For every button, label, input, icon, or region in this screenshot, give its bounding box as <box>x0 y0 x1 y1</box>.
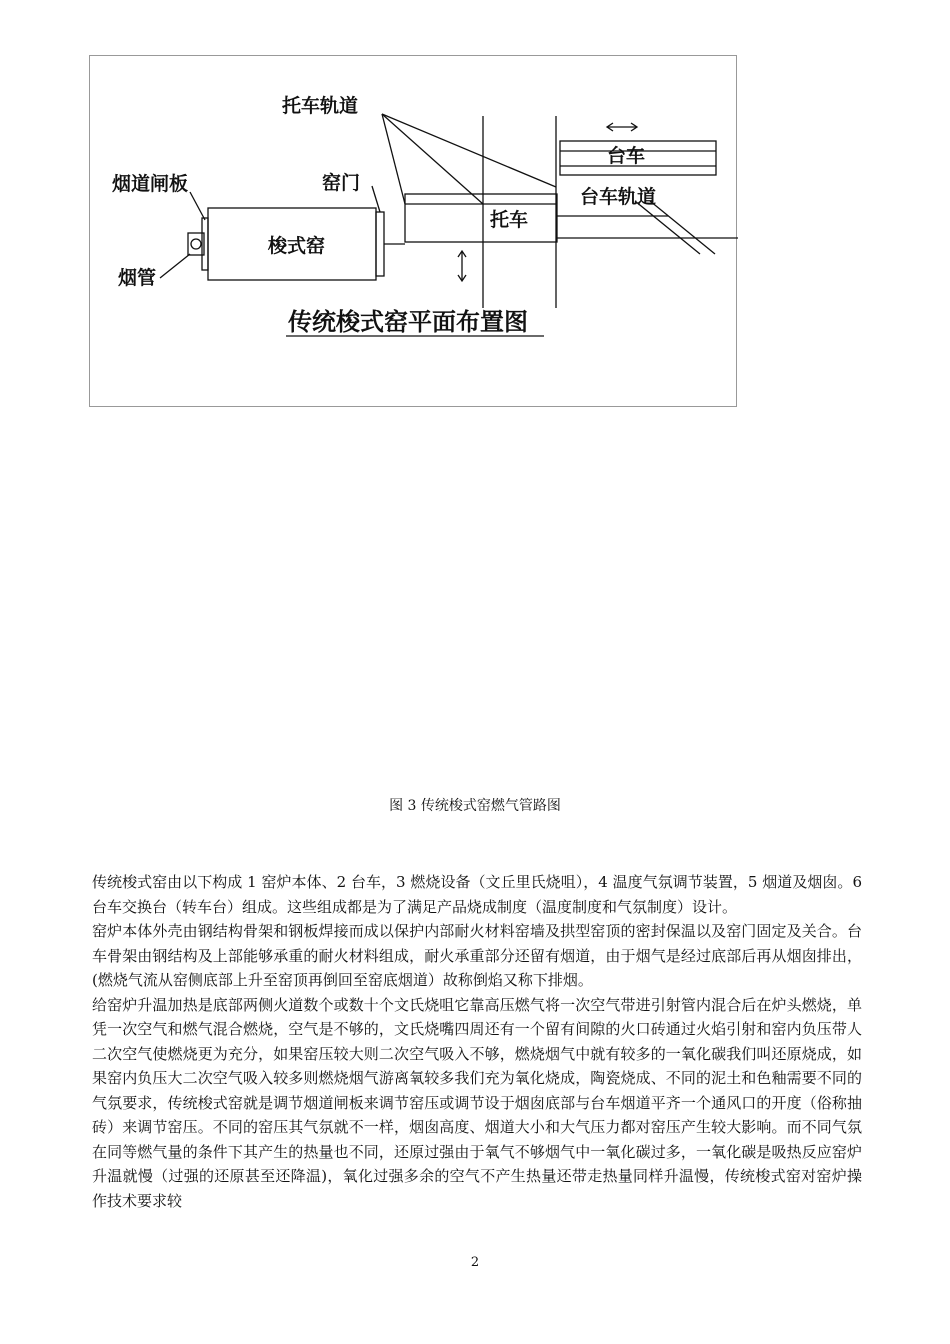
label-kiln-car-rail: 台车轨道 <box>580 186 657 208</box>
figure-caption: 图 3 传统梭式窑燃气管路图 <box>389 798 561 814</box>
label-kiln-car: 台车 <box>607 145 646 167</box>
leader-line <box>382 114 556 187</box>
paragraph: 给窑炉升温加热是底部两侧火道数个或数十个文氏烧咀它靠高压燃气将一次空气带进引射管内混合后在炉头燃烧，单凭一次空气和燃气混合燃烧，空气是不够的，文氏烧嘴四周还有一个留有间隙的火口砖通过火焰引射和窑内负压带人二次空气使燃烧更为充分，如果窑压较大则二次空气吸入不够，燃烧烟气中就有较多的一氧化碳我们叫还原烧成，如果窑内负压大二次空气吸入较多则燃烧烟气游离氧较多我们充为氧化烧成，陶瓷烧成、不同的泥土和色釉需要不同的气氛要求，传统梭式窑就是调节烟道闸板来调节窑压或调节设于烟囱底部与台车烟道平齐一个通风口的开度（俗称抽砖）来调节窑压。不同的窑压其气氛就不一样，烟囱高度、烟道大小和大气压力都对窑压产生较大影响。而不同气氛在同等燃气量的条件下其产生的热量也不同，还原过强由于氧气不够烟气中一氧化碳过多，一氧化碳是吸热反应窑炉升温就慢（过强的还原甚至还降温)，氧化过强多余的空气不产生热量还带走热量同样升温慢，传统梭式窑对窑炉操作技术要求较 <box>92 995 862 1210</box>
leader-line <box>190 192 205 220</box>
paragraph: 窑炉本体外壳由钢结构骨架和钢板焊接而成以保护内部耐火材料窑墙及拱型窑顶的密封保温以及窑门固定及关合。台车骨架由钢结构及上部能够承重的耐火材料组成，耐火承重部分还留有烟道，由于烟气是经过底部后再从烟囱排出，(燃烧气流从窑侧底部上升至窑顶再倒回至窑底烟道）故称倒焰又称下排烟。 <box>92 922 862 989</box>
kiln-door <box>376 212 384 276</box>
chimney-circle <box>191 239 201 249</box>
leader-line <box>160 254 190 278</box>
page-number: 2 <box>470 1255 480 1270</box>
kiln-layout-diagram <box>90 56 738 408</box>
label-transfer-car: 托车 <box>490 209 529 231</box>
leader-line <box>382 114 405 204</box>
label-shuttle-kiln: 梭式窑 <box>268 235 326 257</box>
label-flue-gate: 烟道闸板 <box>112 173 189 195</box>
leader-line <box>382 114 483 204</box>
label-tuoche-rail: 托车轨道 <box>282 95 359 117</box>
label-kiln-door: 窑门 <box>322 172 361 194</box>
label-flue-pipe: 烟管 <box>118 267 157 289</box>
flue-gate <box>202 218 208 270</box>
figure-frame <box>89 55 737 407</box>
paragraph: 传统梭式窑由以下构成 1 窑炉本体、2 台车，3 燃烧设备（文丘里氏烧咀），4 温度气氛调节装置，5 烟道及烟囱。6 台车交换台（转车台）组成。这些组成都是为了满足产品烧成制度（温度制度和气氛制度）设计。 <box>92 873 862 916</box>
transfer-car <box>405 194 557 242</box>
diagram-title: 传统梭式窑平面布置图 <box>288 308 528 336</box>
body-text <box>92 870 862 1213</box>
